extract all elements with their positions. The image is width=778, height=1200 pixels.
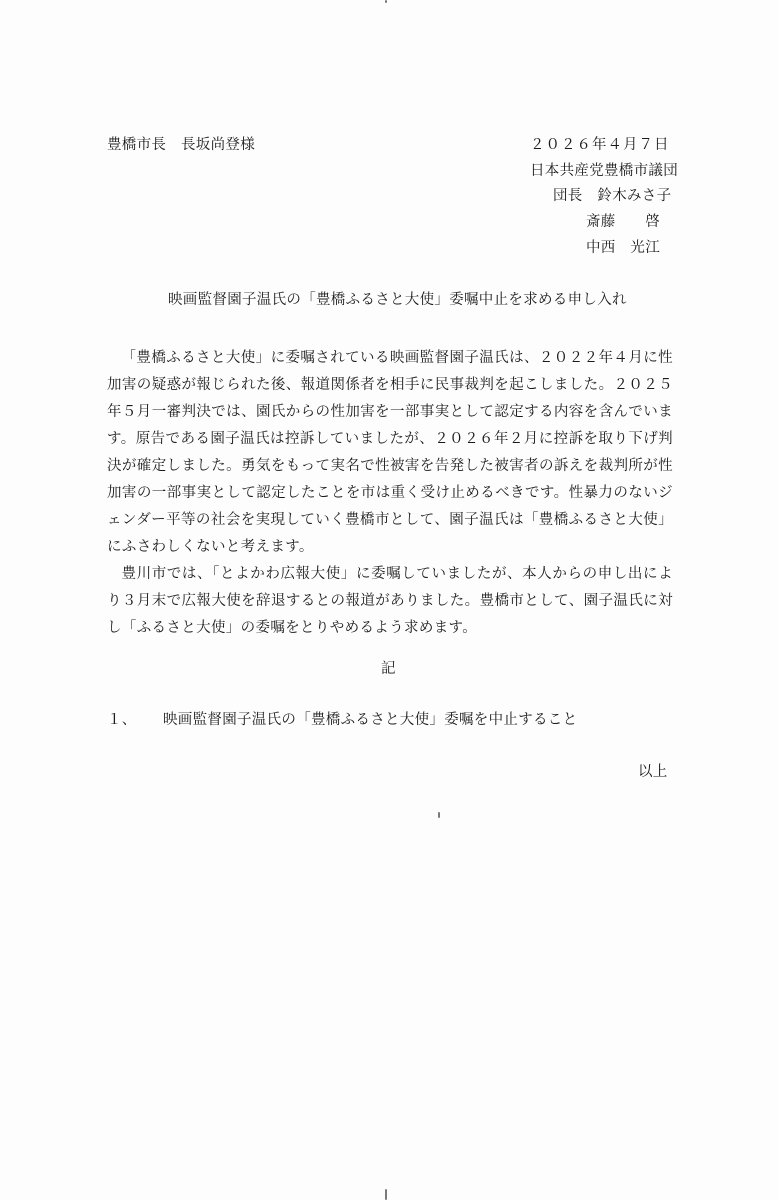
body-paragraph-1: 「豊橋ふるさと大使」に委嘱されている映画監督園子温氏は、２０２２年４月に性加害の疑惑が報じられた後、報道関係者を相手に民事裁判を起こしました。２０２５年５月一審判決では、園氏からの性加害を一部事実として認定する内容を含んでいます。原告である園子温氏は控訴していましたが、２０２６年２月に控訴を取り下げ判決が確定しました。勇気をもって実名で性被害を告発した被害者の訴えを裁判所が性加害の一部事実として認定したことを市は重く受け止めるべきです。性暴力のないジェンダー平等の社会を実現していく豊橋市として、園子温氏は「豊橋ふるさと大使」にふさわしくないと考えます。 <box>107 350 673 555</box>
representative-3: 中西 光江 <box>586 240 660 256</box>
request-item-number: １、 <box>107 712 137 728</box>
closing-text: 以上 <box>638 764 668 780</box>
document-title: 映画監督園子温氏の「豊橋ふるさと大使」委嘱中止を求める申し入れ <box>168 292 627 308</box>
scan-mark-middle <box>438 812 440 818</box>
body-paragraph-2: 豊川市では、「とよかわ広報大使」に委嘱していましたが、本人からの申し出により３月末で広報大使を辞退するとの報道がありました。豊橋市として、園子温氏に対し「ふるさと大使」の委嘱をとりやめるよう求めます。 <box>107 566 673 636</box>
ki-label: 記 <box>381 661 396 677</box>
scan-mark-bottom <box>385 1189 387 1200</box>
scan-mark-top <box>385 0 387 3</box>
addressee: 豊橋市長 長坂尚登様 <box>107 137 255 153</box>
request-item-text: 映画監督園子温氏の「豊橋ふるさと大使」委嘱を中止すること <box>163 712 578 728</box>
representative-1: 団長 鈴木みさ子 <box>553 188 672 204</box>
sender-organization: 日本共産党豊橋市議団 <box>530 163 678 179</box>
letter-date: ２０２６年４月７日 <box>530 137 670 153</box>
document-body <box>107 345 673 642</box>
representative-2: 斎藤 啓 <box>586 214 660 230</box>
